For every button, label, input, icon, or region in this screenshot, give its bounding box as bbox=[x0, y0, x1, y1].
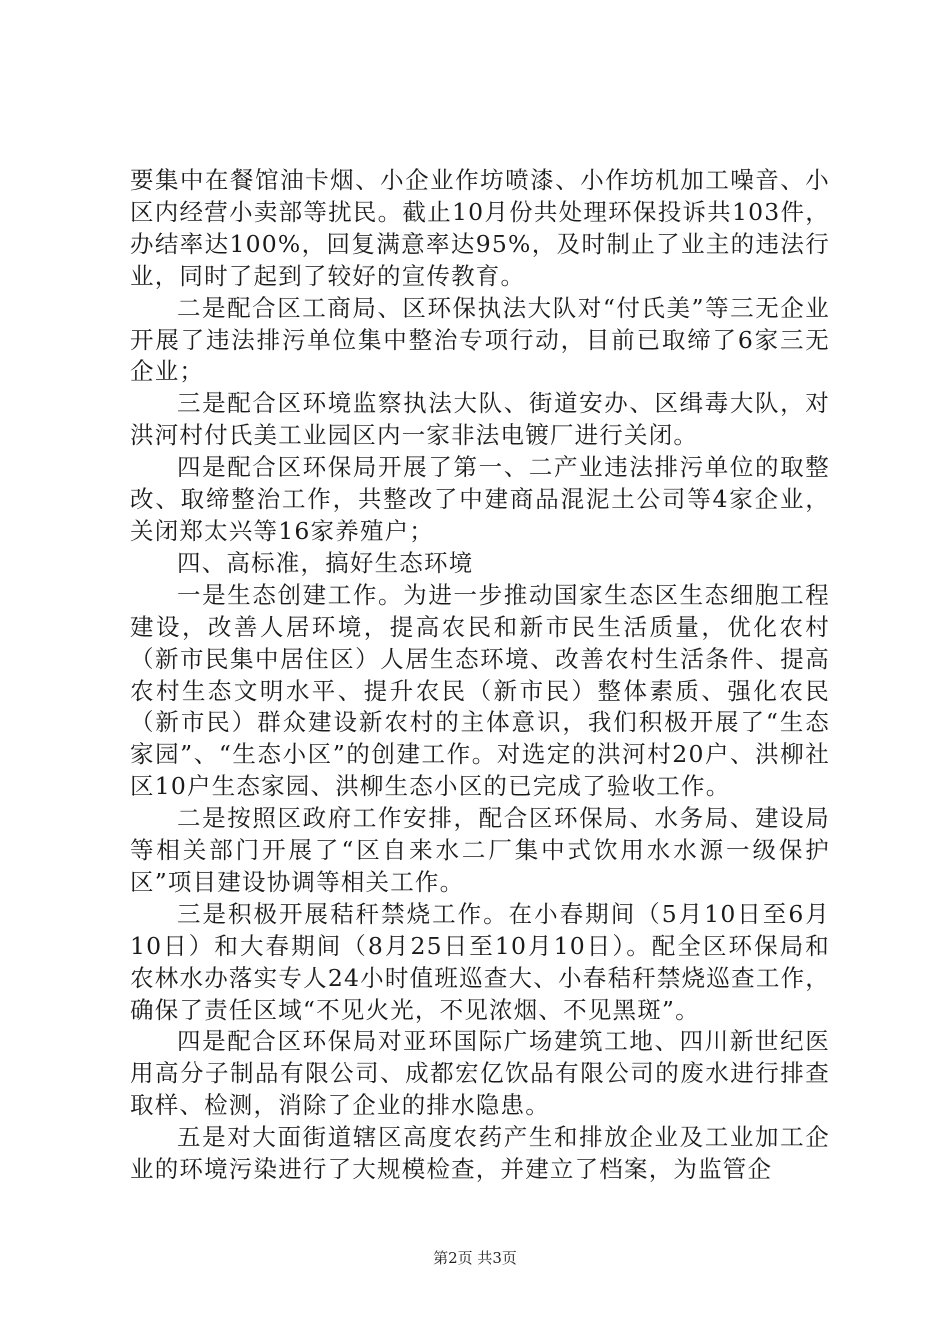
paragraph-7: 三是积极开展秸秆禁烧工作。在小春期间（5月10日至6月10日）和大春期间（8月25日至10月10日）。配全区环保局和农林水办落实专人24小时值班巡查大、小春秸秆禁烧巡查工作，确保了责任区域“不见火光，不见浓烟、不见黑斑”。 bbox=[130, 899, 830, 1024]
paragraph-9: 五是对大面街道辖区高度农药产生和排放企业及工业加工企业的环境污染进行了大规模检查，并建立了档案，为监管企 bbox=[130, 1123, 830, 1184]
paragraph-5: 一是生态创建工作。为进一步推动国家生态区生态细胞工程建设，改善人居环境，提高农民和新市民生活质量，优化农村（新市民集中居住区）人居生态环境、改善农村生活条件、提高农村生态文明水平、提升农民（新市民）整体素质、强化农民（新市民）群众建设新农村的主体意识，我们积极开展了“生态家园”、“生态小区”的创建工作。对选定的洪河村20户、洪柳社区10户生态家园、洪柳生态小区的已完成了验收工作。 bbox=[130, 580, 830, 801]
section-heading: 四、高标准，搞好生态环境 bbox=[177, 548, 474, 577]
paragraph-6: 二是按照区政府工作安排，配合区环保局、水务局、建设局等相关部门开展了“区自来水二厂集中式饮用水水源一级保护区”项目建设协调等相关工作。 bbox=[130, 804, 830, 896]
page-footer: 第2页 共3页 bbox=[433, 1249, 517, 1267]
document-body bbox=[130, 165, 830, 1186]
paragraph-1: 要集中在餐馆油卡烟、小企业作坊喷漆、小作坊机加工噪音、小区内经营小卖部等扰民。截止10月份共处理环保投诉共103件，办结率达100%，回复满意率达95%，及时制止了业主的违法行业，同时了起到了较好的宣传教育。 bbox=[130, 166, 830, 290]
paragraph-4: 四是配合区环保局开展了第一、二产业违法排污单位的取整改、取缔整治工作，共整改了中建商品混泥土公司等4家企业，关闭郑太兴等16家养殖户； bbox=[130, 453, 830, 545]
paragraph-2: 二是配合区工商局、区环保执法大队对“付氏美”等三无企业开展了违法排污单位集中整治专项行动，目前已取缔了6家三无企业； bbox=[130, 293, 830, 386]
paragraph-3: 三是配合区环境监察执法大队、街道安办、区缉毒大队，对洪河村付氏美工业园区内一家非法电镀厂进行关闭。 bbox=[130, 389, 830, 450]
paragraph-8: 四是配合区环保局对亚环国际广场建筑工地、四川新世纪医用高分子制品有限公司、成都宏亿饮品有限公司的废水进行排查取样、检测，消除了企业的排水隐患。 bbox=[130, 1027, 830, 1120]
